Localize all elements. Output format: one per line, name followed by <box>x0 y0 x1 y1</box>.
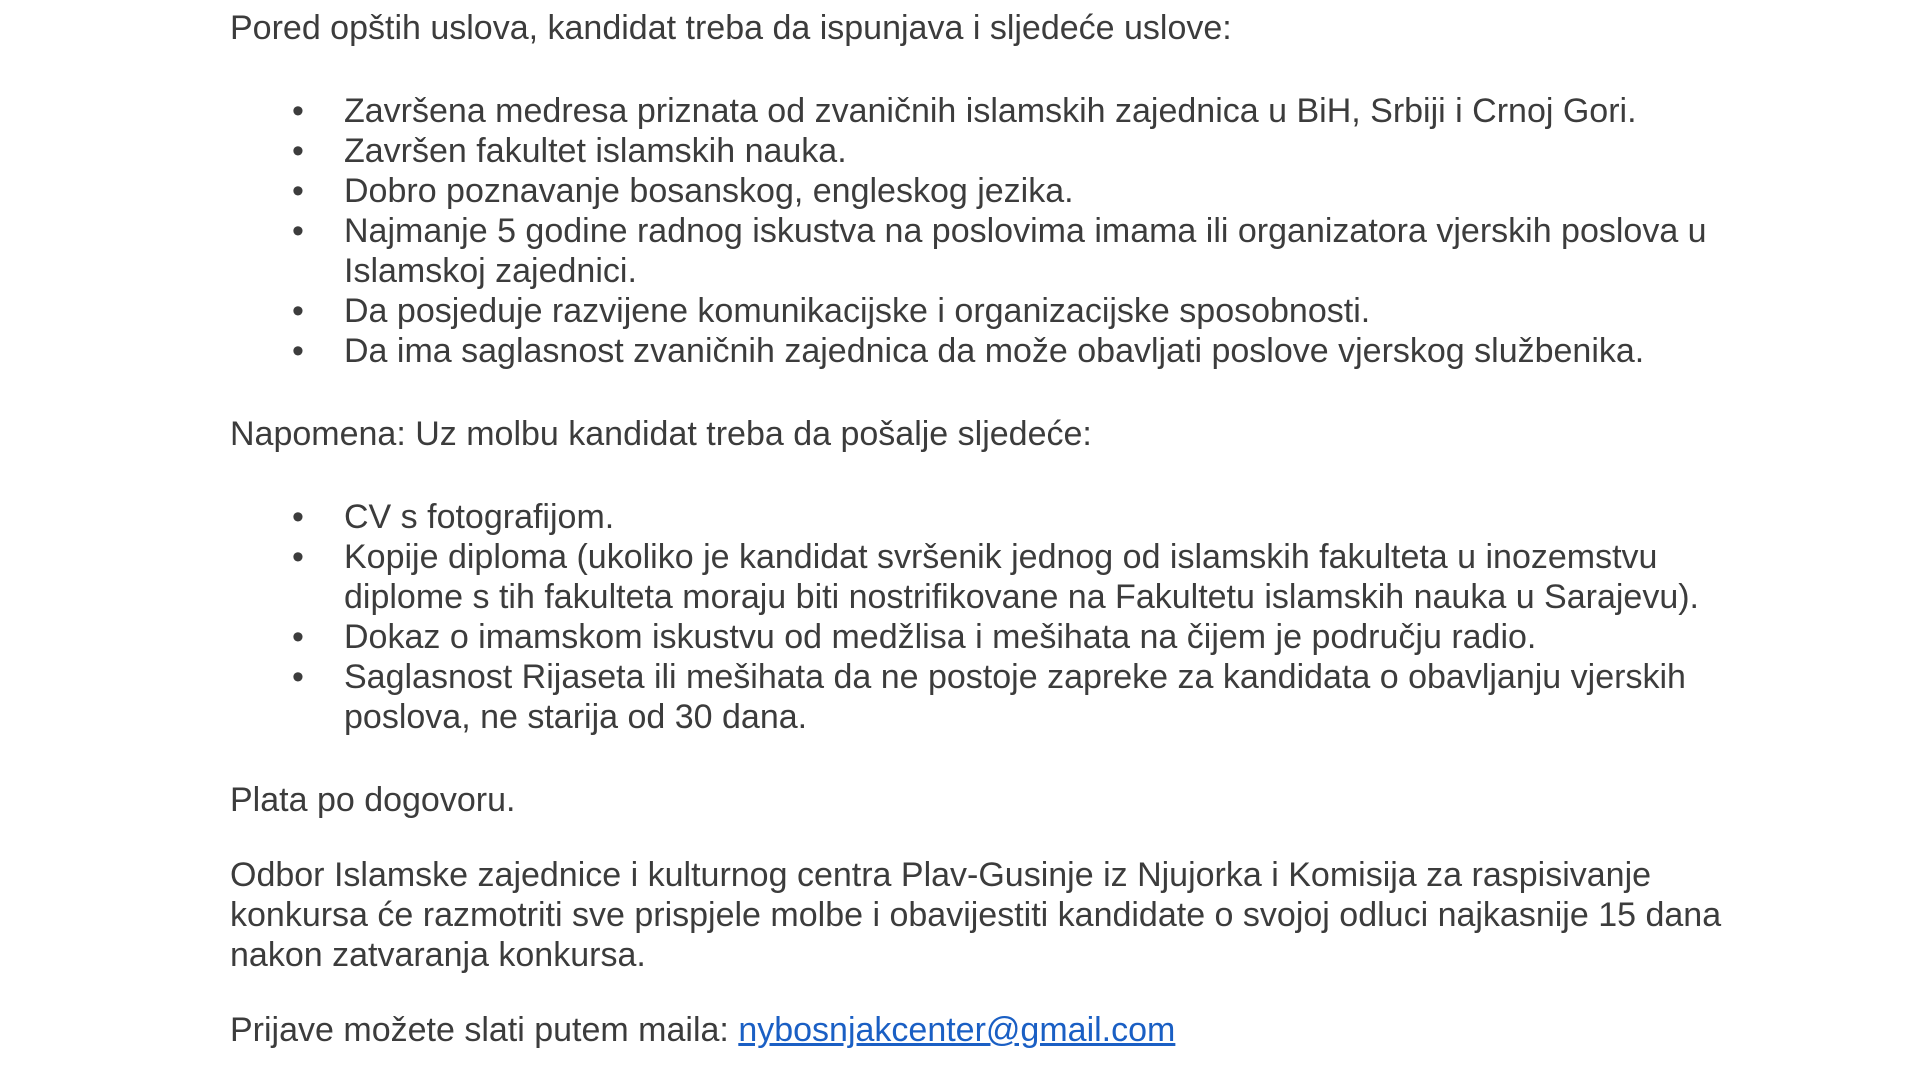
apply-text: Prijave možete slati putem maila: <box>230 1011 739 1049</box>
list-item: • Kopije diploma (ukoliko je kandidat svršenik jednog od islamskih fakulteta u inozemstvu diplome s tih fakulteta moraju biti nostrifikovane na Fakultetu islamskih nauka u Sarajevu). <box>230 537 1730 617</box>
list-item: • Da ima saglasnost zvaničnih zajednica da može obavljati poslove vjerskog službenika. <box>230 331 1730 371</box>
bullet-icon: • <box>292 292 304 330</box>
bullet-icon: • <box>292 132 304 170</box>
bullet-icon: • <box>292 172 304 210</box>
list-item: • Dokaz o imamskom iskustvu od medžlisa i mešihata na čijem je području radio. <box>230 617 1730 657</box>
email-link[interactable]: nybosnjakcenter@gmail.com <box>738 1011 1176 1049</box>
committee-paragraph: Odbor Islamske zajednice i kulturnog centra Plav-Gusinje iz Njujorka i Komisija za raspisivanje konkursa će razmotriti sve prispjele molbe i obavijestiti kandidate o svojoj odluci najkasnije 15 dana nakon zatvaranja konkursa. <box>230 856 1722 974</box>
document-content <box>230 8 1730 1050</box>
list-item: • Najmanje 5 godine radnog iskustva na poslovima imama ili organizatora vjerskih poslova u Islamskoj zajednici. <box>230 211 1730 291</box>
list-item: • CV s fotografijom. <box>230 497 1730 537</box>
bullet-icon: • <box>292 618 304 656</box>
bullet-icon: • <box>292 332 304 370</box>
list-item: • Saglasnost Rijaseta ili mešihata da ne postoje zapreke za kandidata o obavljanju vjerskih poslova, ne starija od 30 dana. <box>230 657 1730 737</box>
documents-list <box>230 497 1730 737</box>
salary-paragraph: Plata po dogovoru. <box>230 781 516 819</box>
list-item: • Završen fakultet islamskih nauka. <box>230 131 1730 171</box>
bullet-icon: • <box>292 498 304 536</box>
bullet-icon: • <box>292 92 304 130</box>
list-item: • Završena medresa priznata od zvaničnih islamskih zajednica u BiH, Srbiji i Crnoj Gori. <box>230 91 1730 131</box>
bullet-icon: • <box>292 658 304 696</box>
bullet-icon: • <box>292 538 304 576</box>
list-item: • Da posjeduje razvijene komunikacijske i organizacijske sposobnosti. <box>230 291 1730 331</box>
note-paragraph: Napomena: Uz molbu kandidat treba da pošalje sljedeće: <box>230 415 1092 453</box>
conditions-list <box>230 91 1730 371</box>
intro-paragraph: Pored opštih uslova, kandidat treba da ispunjava i sljedeće uslove: <box>230 9 1232 47</box>
list-item: • Dobro poznavanje bosanskog, engleskog jezika. <box>230 171 1730 211</box>
apply-paragraph <box>230 1010 1730 1050</box>
bullet-icon: • <box>292 212 304 250</box>
